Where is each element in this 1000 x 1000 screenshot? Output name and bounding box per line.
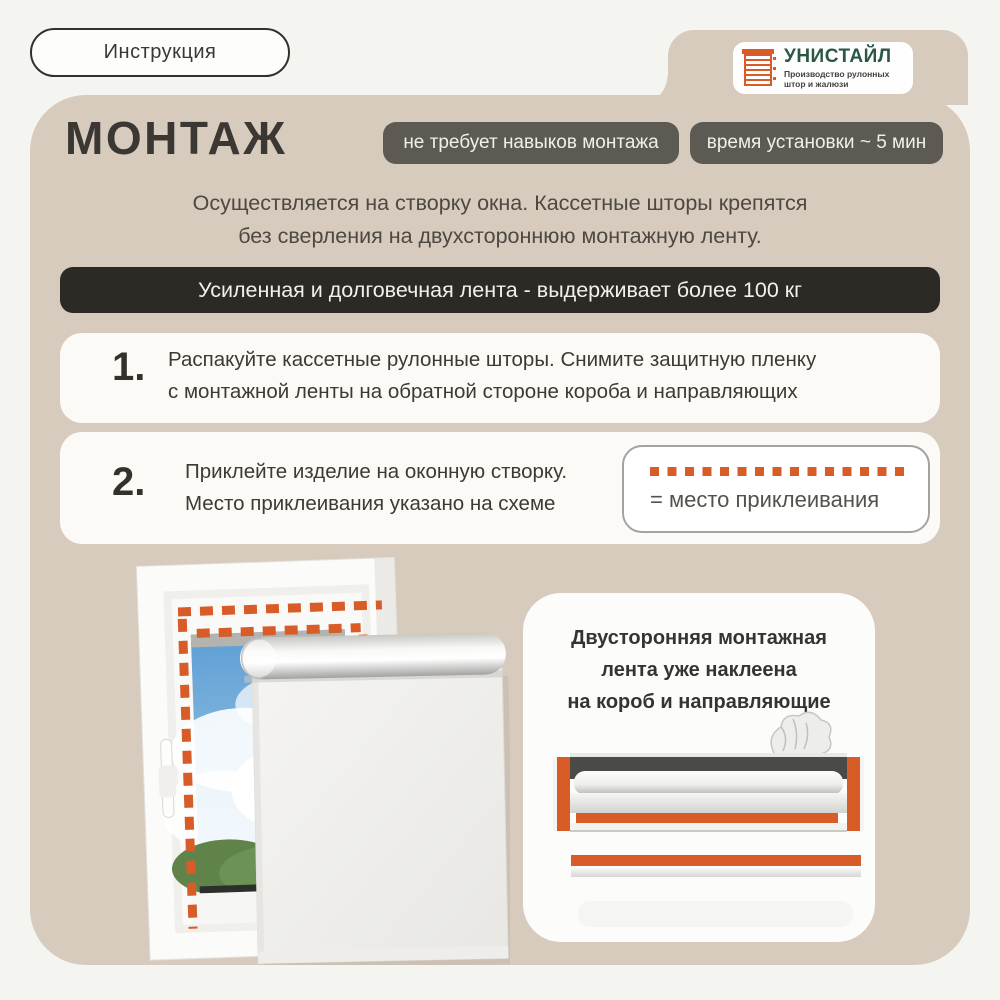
badge-no-skills-label: не требует навыков монтажа [403, 132, 659, 153]
badge-install-time-label: время установки ~ 5 мин [706, 132, 927, 153]
cassette-photo [523, 705, 875, 942]
instruction-pill-label: Инструкция [103, 41, 217, 63]
tape-note-text: Двусторонняя монтажная лента уже наклеена на короб и направляющие [567, 627, 831, 713]
instruction-pill [30, 28, 290, 77]
blinds-icon [741, 47, 777, 89]
brand-subtitle: Производство рулонных штор и жалюзи [784, 68, 890, 89]
badge-no-skills [383, 122, 679, 164]
glue-location-dashes [650, 467, 904, 476]
film-strip [578, 901, 853, 927]
glue-location-legend [622, 445, 930, 533]
intro-text: Осуществляется на створку окна. Кассетные шторы крепятся без сверления на двухстороннюю монтажную ленту. [192, 191, 808, 248]
brand-name: УНИСТАЙЛ [784, 45, 892, 67]
brand-logo [733, 42, 913, 94]
page-title: МОНТАЖ [65, 112, 288, 164]
highlight-bar-label: Усиленная и долговечная лента - выдерживает более 100 кг [197, 277, 803, 302]
step-2-number: 2. [112, 460, 146, 504]
main-card [30, 95, 970, 965]
window-photo [95, 553, 510, 965]
step-1-card [60, 333, 940, 423]
cassette-box [553, 753, 864, 832]
badge-install-time [690, 122, 943, 164]
step-1-number: 1. [112, 345, 146, 389]
brand-text [784, 47, 892, 89]
tape-note-card [523, 593, 875, 942]
highlight-bar [60, 267, 940, 313]
step-1-text: Распакуйте кассетные рулонные шторы. Снимите защитную пленку с монтажной ленты на обратной стороне короба и направляющих [168, 348, 817, 403]
step-2-card [60, 432, 940, 544]
guide-rail [571, 855, 861, 877]
step-2-text: Приклейте изделие на оконную створку. Место приклеивания указано на схеме [185, 460, 568, 515]
roller-blind [240, 632, 510, 965]
glue-location-label: = место приклеивания [650, 487, 880, 512]
